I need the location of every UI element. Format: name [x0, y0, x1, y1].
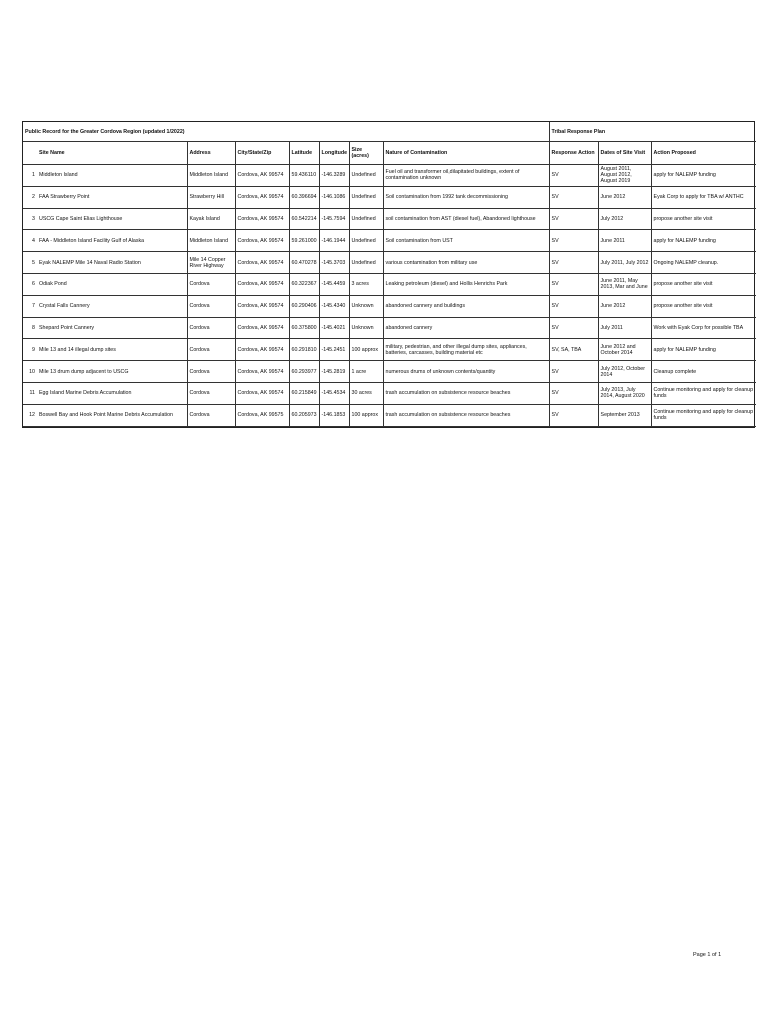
size-acres-cell: 100 approx	[349, 339, 383, 361]
city-state-zip-cell: Cordova, AK 99574	[235, 165, 289, 187]
latitude-cell: 59.261000	[289, 230, 319, 252]
nature-of-contamination-cell: Soil contamination from UST	[383, 230, 549, 252]
table-row	[23, 295, 756, 317]
row-number-cell: 5	[23, 252, 37, 274]
city-state-zip-cell: Cordova, AK 99574	[235, 208, 289, 230]
nature-of-contamination-cell: trash accumulation on subsistence resource beaches	[383, 404, 549, 426]
action-proposed-cell: Eyak Corp to apply for TBA w/ ANTHC	[651, 186, 756, 208]
address-cell: Cordova	[187, 339, 235, 361]
site-name-cell: Odiak Pond	[37, 273, 187, 295]
action-proposed-cell: Work with Eyak Corp for possible TBA	[651, 317, 756, 339]
table-row	[23, 382, 756, 404]
table-row	[23, 404, 756, 426]
response-action-cell: SV	[549, 295, 598, 317]
nature-of-contamination-cell: Fuel oil and transformer oil,dilapitated buildings, extent of contamination unknown	[383, 165, 549, 187]
size-acres-cell: Unknown	[349, 295, 383, 317]
latitude-cell: 60.290406	[289, 295, 319, 317]
longitude-cell: -145.2451	[319, 339, 349, 361]
header-longitude: Longitude	[319, 142, 349, 165]
action-proposed-cell: propose another site visit	[651, 295, 756, 317]
address-cell: Mile 14 Copper River Highway	[187, 252, 235, 274]
row-number-cell: 6	[23, 273, 37, 295]
latitude-cell: 60.375800	[289, 317, 319, 339]
row-number-cell: 10	[23, 361, 37, 383]
section-title: Public Record for the Greater Cordova Region (updated 1/2022)	[23, 122, 549, 142]
contamination-sites-table	[22, 121, 755, 428]
header-action-proposed: Action Proposed	[651, 142, 756, 165]
size-acres-cell: 3 acres	[349, 273, 383, 295]
site-name-cell: Crystal Falls Cannery	[37, 295, 187, 317]
nature-of-contamination-cell: military, pedestrian, and other illegal dump sites, appliances, batteries, carcasses, building material etc	[383, 339, 549, 361]
dates-of-site-visit-cell: June 2011, May 2013, Mar and June	[598, 273, 651, 295]
table-row	[23, 186, 756, 208]
nature-of-contamination-cell: trash accumulation on subsistence resource beaches	[383, 382, 549, 404]
response-action-cell: SV	[549, 273, 598, 295]
dates-of-site-visit-cell: July 2011	[598, 317, 651, 339]
nature-of-contamination-cell: various contamination from military use	[383, 252, 549, 274]
city-state-zip-cell: Cordova, AK 99574	[235, 273, 289, 295]
size-acres-cell: Unknown	[349, 317, 383, 339]
address-cell: Strawberry Hill	[187, 186, 235, 208]
site-name-cell: FAA Strawberry Point	[37, 186, 187, 208]
row-number-cell: 4	[23, 230, 37, 252]
header-address: Address	[187, 142, 235, 165]
header-row	[23, 142, 756, 165]
longitude-cell: -145.7594	[319, 208, 349, 230]
longitude-cell: -145.4021	[319, 317, 349, 339]
city-state-zip-cell: Cordova, AK 99574	[235, 230, 289, 252]
action-proposed-cell: Continue monitoring and apply for cleanup funds	[651, 404, 756, 426]
table-row	[23, 230, 756, 252]
table-row	[23, 208, 756, 230]
action-proposed-cell: propose another site visit	[651, 208, 756, 230]
row-number-cell: 1	[23, 165, 37, 187]
latitude-cell: 59.436110	[289, 165, 319, 187]
address-cell: Kayak Island	[187, 208, 235, 230]
site-name-cell: Middleton Island	[37, 165, 187, 187]
longitude-cell: -145.4459	[319, 273, 349, 295]
nature-of-contamination-cell: Soil contamination from 1992 tank decommissioning	[383, 186, 549, 208]
size-acres-cell: Undefined	[349, 252, 383, 274]
response-action-cell: SV, SA, TBA	[549, 339, 598, 361]
response-action-cell: SV	[549, 361, 598, 383]
latitude-cell: 60.291810	[289, 339, 319, 361]
latitude-cell: 60.322367	[289, 273, 319, 295]
address-cell: Cordova	[187, 382, 235, 404]
row-number-cell: 9	[23, 339, 37, 361]
latitude-cell: 60.470278	[289, 252, 319, 274]
table-row	[23, 361, 756, 383]
dates-of-site-visit-cell: June 2012 and October 2014	[598, 339, 651, 361]
action-proposed-cell: Ongoing NALEMP cleanup.	[651, 252, 756, 274]
size-acres-cell: Undefined	[349, 165, 383, 187]
latitude-cell: 60.293977	[289, 361, 319, 383]
header-nature: Nature of Contamination	[383, 142, 549, 165]
size-acres-cell: Undefined	[349, 208, 383, 230]
city-state-zip-cell: Cordova, AK 99574	[235, 382, 289, 404]
header-city-state-zip: City/State/Zip	[235, 142, 289, 165]
longitude-cell: -146.1086	[319, 186, 349, 208]
header-size: Size (acres)	[349, 142, 383, 165]
page-footer: Page 1 of 1	[693, 952, 722, 958]
table-row	[23, 273, 756, 295]
address-cell: Cordova	[187, 295, 235, 317]
size-acres-cell: Undefined	[349, 186, 383, 208]
city-state-zip-cell: Cordova, AK 99574	[235, 252, 289, 274]
longitude-cell: -146.1853	[319, 404, 349, 426]
latitude-cell: 60.396694	[289, 186, 319, 208]
site-name-cell: FAA - Middleton Island Facility Gulf of Alaska	[37, 230, 187, 252]
table-row	[23, 339, 756, 361]
address-cell: Cordova	[187, 273, 235, 295]
address-cell: Cordova	[187, 317, 235, 339]
city-state-zip-cell: Cordova, AK 99574	[235, 295, 289, 317]
city-state-zip-cell: Cordova, AK 99574	[235, 361, 289, 383]
header-site-name: Site Name	[37, 142, 187, 165]
nature-of-contamination-cell: soil contamination from AST (diesel fuel), Abandoned lighthouse	[383, 208, 549, 230]
address-cell: Middleton Island	[187, 165, 235, 187]
city-state-zip-cell: Cordova, AK 99574	[235, 186, 289, 208]
nature-of-contamination-cell: Leaking petroleum (diesel) and Hollis Henrichs Park	[383, 273, 549, 295]
row-number-cell: 8	[23, 317, 37, 339]
dates-of-site-visit-cell: July 2012, October 2014	[598, 361, 651, 383]
longitude-cell: -146.1944	[319, 230, 349, 252]
latitude-cell: 60.215849	[289, 382, 319, 404]
longitude-cell: -145.4340	[319, 295, 349, 317]
response-action-cell: SV	[549, 208, 598, 230]
row-number-cell: 2	[23, 186, 37, 208]
action-proposed-cell: apply for NALEMP funding	[651, 165, 756, 187]
header-response-action: Response Action	[549, 142, 598, 165]
action-proposed-cell: Cleanup complete	[651, 361, 756, 383]
title-row	[23, 122, 756, 142]
site-name-cell: Eyak NALEMP Mile 14 Naval Radio Station	[37, 252, 187, 274]
dates-of-site-visit-cell: July 2012	[598, 208, 651, 230]
table-row	[23, 252, 756, 274]
table-row	[23, 165, 756, 187]
longitude-cell: -145.3703	[319, 252, 349, 274]
dates-of-site-visit-cell: June 2012	[598, 186, 651, 208]
dates-of-site-visit-cell: July 2011, July 2012	[598, 252, 651, 274]
action-proposed-cell: apply for NALEMP funding	[651, 230, 756, 252]
dates-of-site-visit-cell: August 2011, August 2012, August 2019	[598, 165, 651, 187]
row-number-cell: 7	[23, 295, 37, 317]
site-name-cell: Shepard Point Cannery	[37, 317, 187, 339]
city-state-zip-cell: Cordova, AK 99575	[235, 404, 289, 426]
row-number-cell: 12	[23, 404, 37, 426]
latitude-cell: 60.542214	[289, 208, 319, 230]
action-proposed-cell: propose another site visit	[651, 273, 756, 295]
plan-title: Tribal Response Plan	[549, 122, 756, 142]
response-action-cell: SV	[549, 317, 598, 339]
longitude-cell: -146.3289	[319, 165, 349, 187]
response-action-cell: SV	[549, 186, 598, 208]
nature-of-contamination-cell: abandoned cannery	[383, 317, 549, 339]
header-blank	[23, 142, 37, 165]
sites-grid	[23, 122, 756, 427]
site-name-cell: Egg Island Marine Debris Accumulation	[37, 382, 187, 404]
response-action-cell: SV	[549, 252, 598, 274]
header-dates: Dates of Site Visit	[598, 142, 651, 165]
response-action-cell: SV	[549, 230, 598, 252]
action-proposed-cell: apply for NALEMP funding	[651, 339, 756, 361]
dates-of-site-visit-cell: June 2012	[598, 295, 651, 317]
site-name-cell: Mile 13 and 14 illegal dump sites	[37, 339, 187, 361]
city-state-zip-cell: Cordova, AK 99574	[235, 339, 289, 361]
nature-of-contamination-cell: abandoned cannery and buildings	[383, 295, 549, 317]
city-state-zip-cell: Cordova, AK 99574	[235, 317, 289, 339]
response-action-cell: SV	[549, 404, 598, 426]
latitude-cell: 60.205973	[289, 404, 319, 426]
address-cell: Middleton Island	[187, 230, 235, 252]
address-cell: Cordova	[187, 404, 235, 426]
dates-of-site-visit-cell: July 2013, July 2014, August 2020	[598, 382, 651, 404]
response-action-cell: SV	[549, 165, 598, 187]
action-proposed-cell: Continue monitoring and apply for cleanup funds	[651, 382, 756, 404]
site-name-cell: USCG Cape Saint Elias Lighthouse	[37, 208, 187, 230]
response-action-cell: SV	[549, 382, 598, 404]
longitude-cell: -145.4534	[319, 382, 349, 404]
dates-of-site-visit-cell: September 2013	[598, 404, 651, 426]
size-acres-cell: 30 acres	[349, 382, 383, 404]
header-latitude: Latitude	[289, 142, 319, 165]
table-row	[23, 317, 756, 339]
nature-of-contamination-cell: numerous drums of unknown contents/quantity	[383, 361, 549, 383]
dates-of-site-visit-cell: June 2011	[598, 230, 651, 252]
address-cell: Cordova	[187, 361, 235, 383]
size-acres-cell: 100 approx	[349, 404, 383, 426]
site-name-cell: Mile 13 drum dump adjacent to USCG	[37, 361, 187, 383]
size-acres-cell: 1 acre	[349, 361, 383, 383]
site-name-cell: Boswell Bay and Hook Point Marine Debris Accumulation	[37, 404, 187, 426]
row-number-cell: 11	[23, 382, 37, 404]
row-number-cell: 3	[23, 208, 37, 230]
size-acres-cell: Undefined	[349, 230, 383, 252]
longitude-cell: -145.2819	[319, 361, 349, 383]
